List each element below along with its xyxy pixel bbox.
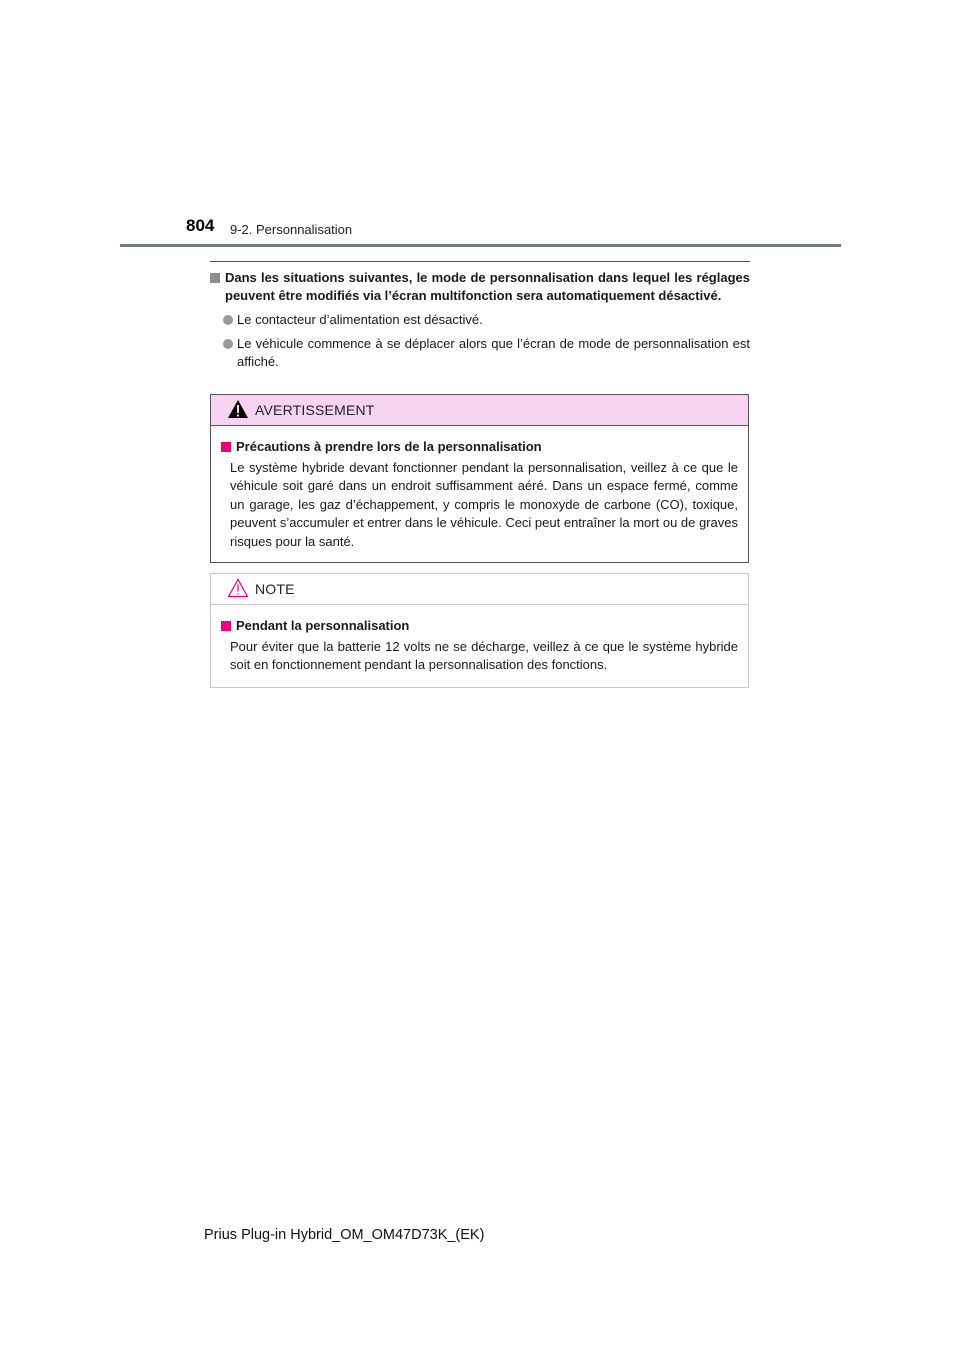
- main-heading-text: Dans les situations suivantes, le mode de personnalisation dans lequel les réglages peuvent être modifiés via l’écran multifonction sera automatiquement désactivé.: [225, 270, 750, 303]
- list-item-text: Le contacteur d’alimentation est désactivé.: [237, 312, 483, 327]
- list-item: [210, 335, 750, 371]
- warning-subtitle-text: Précautions à prendre lors de la personnalisation: [236, 439, 542, 454]
- main-heading: [210, 269, 750, 305]
- warning-header: [211, 395, 748, 426]
- warning-body: [211, 426, 748, 552]
- note-subtitle-text: Pendant la personnalisation: [236, 618, 410, 633]
- warning-text: Le système hybride devant fonctionner pendant la personnalisation, veillez à ce que le véhicule soit garé dans un endroit suffisamment aéré. Dans un espace fermé, comme un garage, les gaz d’échappement, y compris le monoxyde de carbone (CO), toxique, peuvent s’accumuler et entrer dans le véhicule. Ceci peut entraîner la mort ou de graves risques pour la santé.: [230, 459, 738, 549]
- footer-document-id: Prius Plug-in Hybrid_OM_OM47D73K_(EK): [204, 1227, 485, 1243]
- note-subtitle: [221, 617, 738, 636]
- round-bullet-icon: [223, 339, 233, 349]
- list-item-text: Le véhicule commence à se déplacer alors que l’écran de mode de personnalisation est affiché.: [237, 336, 750, 369]
- note-text: Pour éviter que la batterie 12 volts ne se décharge, veillez à ce que le système hybride soit en fonctionnement pendant la personnalisation des fonctions.: [230, 638, 738, 673]
- square-bullet-icon: [210, 273, 220, 283]
- note-box: [210, 573, 749, 688]
- warning-subtitle: [221, 438, 738, 457]
- warning-box: [210, 394, 749, 563]
- note-header: [211, 574, 748, 605]
- page-number: 804: [186, 216, 215, 235]
- note-body: [211, 605, 748, 675]
- caution-triangle-icon: [227, 578, 249, 598]
- note-title: NOTE: [255, 581, 295, 597]
- square-bullet-icon: [221, 621, 231, 631]
- header-rule: [120, 244, 841, 247]
- square-bullet-icon: [221, 442, 231, 452]
- list-item: [210, 311, 750, 329]
- warning-triangle-icon: [227, 399, 249, 419]
- content-divider: [210, 261, 750, 262]
- warning-title: AVERTISSEMENT: [255, 402, 375, 418]
- round-bullet-icon: [223, 315, 233, 325]
- section-title: 9-2. Personnalisation: [230, 222, 353, 237]
- main-section: [210, 269, 750, 371]
